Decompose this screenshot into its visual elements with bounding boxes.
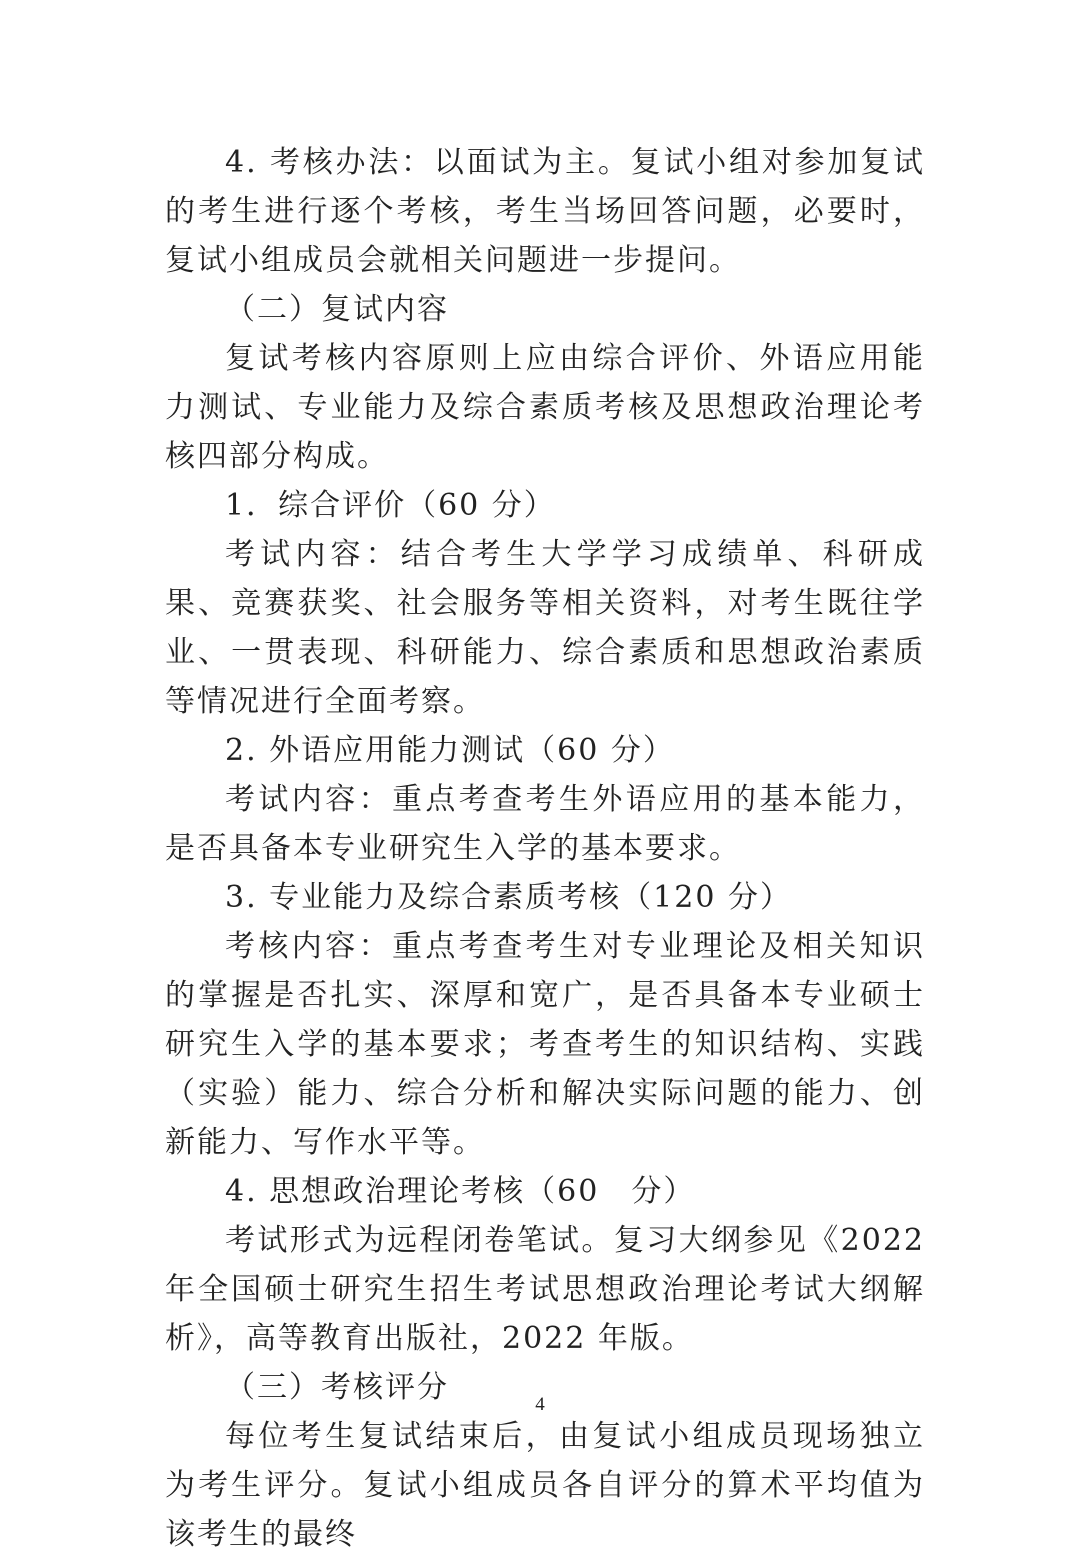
paragraph-foreign-language-test: 考试内容：重点考查考生外语应用的基本能力，是否具备本专业研究生入学的基本要求。 [165,782,925,866]
paragraph-retest-composition: 复试考核内容原则上应由综合评价、外语应用能力测试、专业能力及综合素质考核及思想政治理论考核四部分构成。 [165,341,925,474]
item-heading-professional-ability: 3. 专业能力及综合素质考核（120 分） [225,880,792,915]
paragraph-scoring: 每位考生复试结束后，由复试小组成员现场独立为考生评分。复试小组成员各自评分的算术平均值为该考生的最终 [165,1419,925,1552]
paragraph-comprehensive-evaluation: 考试内容：结合考生大学学习成绩单、科研成果、竞赛获奖、社会服务等相关资料，对考生既往学业、一贯表现、科研能力、综合素质和思想政治素质等情况进行全面考察。 [165,537,925,719]
section-heading-scoring: （三）考核评分 [225,1370,449,1405]
paragraph-political-theory: 考试形式为远程闭卷笔试。复习大纲参见《2022 年全国硕士研究生招生考试思想政治理论考试大纲解析》，高等教育出版社，2022 年版。 [165,1223,925,1356]
document-body [165,138,925,1559]
item-heading-foreign-language-test: 2. 外语应用能力测试（60 分） [225,733,675,768]
item-heading-political-theory: 4. 思想政治理论考核（60 分） [225,1174,696,1209]
paragraph-assessment-method: 4. 考核办法：以面试为主。复试小组对参加复试的考生进行逐个考核，考生当场回答问题，必要时，复试小组成员会就相关问题进一步提问。 [165,145,925,278]
paragraph-professional-ability: 考核内容：重点考查考生对专业理论及相关知识的掌握是否扎实、深厚和宽广，是否具备本专业硕士研究生入学的基本要求；考查考生的知识结构、实践（实验）能力、综合分析和解决实际问题的能力、创新能力、写作水平等。 [165,929,925,1160]
page-number: 4 [535,1394,545,1415]
section-heading-retest-content: （二）复试内容 [225,292,449,327]
item-heading-comprehensive-evaluation: 1．综合评价（60 分） [225,488,556,523]
